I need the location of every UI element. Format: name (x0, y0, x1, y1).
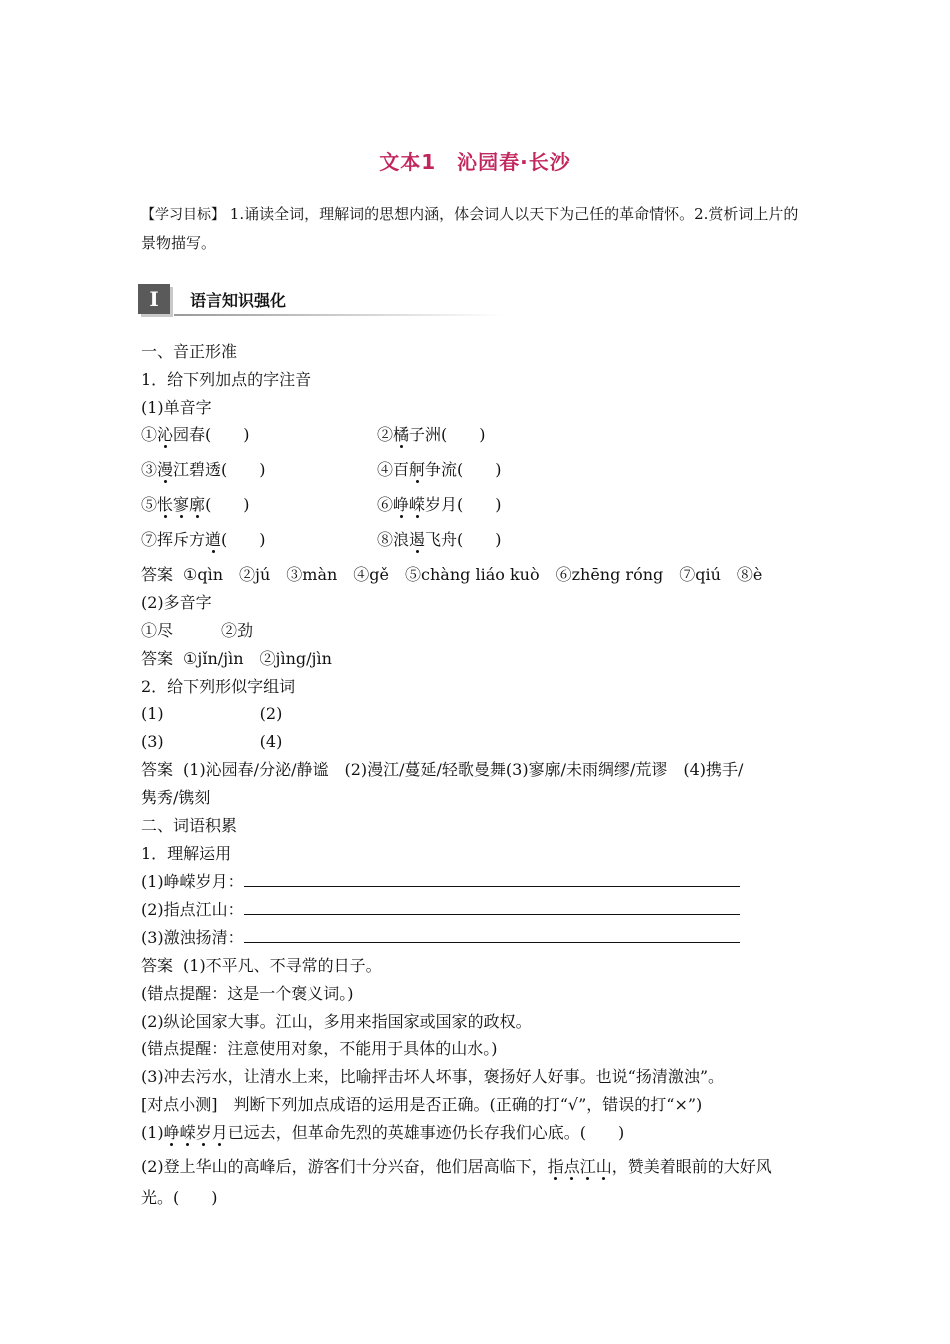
section-title: 语言知识强化 (190, 291, 287, 310)
answer-1: 答案 ①qìn ②jú ③màn ④gě ⑤chàng liáo kuò ⑥zhēng róng ⑦qiú ⑧è (141, 565, 763, 584)
item-8: ⑧浪遏飞舟( ) (377, 530, 502, 549)
answer-6: (3)冲去污水，让清水上来，比喻抨击坏人坏事，褒扬好人好事。也说“扬清激浊”。 (141, 1067, 725, 1086)
question-3: 1．理解运用 (141, 844, 232, 863)
item-4: ④百舸争流( ) (377, 460, 502, 479)
answer-5: (2)纵论国家大事。江山，多用来指国家或国家的政权。 (141, 1012, 532, 1031)
practice-test: [对点小测] 判断下列加点成语的运用是否正确。(正确的打“√”，错误的打“×”) (141, 1095, 703, 1114)
polyphone-items: ①尽 ②劲 (141, 621, 254, 640)
item-6: ⑥峥嵘岁月( ) (377, 495, 502, 514)
question-2-row2: (3) (4) (141, 732, 283, 751)
learning-goal (141, 200, 813, 257)
item-3: ③漫江碧透( ) (141, 460, 266, 479)
tip-2: (错点提醒：注意使用对象，不能用于具体的山水。) (141, 1039, 498, 1058)
question-1-1: (1)单音字 (141, 398, 212, 417)
section-rule (174, 314, 504, 316)
heading-vocabulary: 二、词语积累 (141, 816, 238, 835)
goal-text: 1.诵读全词，理解词的思想内涵，体会词人以天下为己任的革命情怀。2.赏析词上片的景物描写。 (141, 205, 799, 252)
answer-2: 答案 ①jǐn/jìn ②jìng/jìn (141, 649, 332, 668)
blank-3[interactable] (244, 928, 740, 943)
heading-pronunciation: 一、音正形准 (141, 342, 238, 361)
page-title: 文本1 沁园春·长沙 (379, 150, 571, 174)
section-header (138, 284, 498, 314)
blank-1[interactable] (244, 872, 740, 887)
item-5: ⑤怅寥廓( ) (141, 495, 250, 514)
answer-3-cont: 隽秀/镌刻 (141, 788, 211, 807)
question-1: 1．给下列加点的字注音 (141, 370, 312, 389)
tip-1: (错点提醒：这是一个褒义词。) (141, 984, 354, 1003)
test-item-1: (1)峥嵘岁月已远去，但革命先烈的英雄事迹仍长存我们心底。( ) (141, 1123, 625, 1142)
question-2-row1: (1) (2) (141, 704, 283, 723)
item-7: ⑦挥斥方遒( ) (141, 530, 266, 549)
fill-line-1: (1)峥嵘岁月： (141, 872, 740, 892)
test-item-2-cont: 光。( ) (141, 1188, 218, 1207)
answer-3: 答案 (1)沁园春/分泌/静谧 (2)漫江/蔓延/轻歌曼舞(3)寥廓/未雨绸缪/荒谬 (4)携手/ (141, 760, 744, 779)
item-2: ②橘子洲( ) (377, 425, 486, 444)
question-2: 2．给下列形似字组词 (141, 677, 296, 696)
question-1-2: (2)多音字 (141, 593, 212, 612)
fill-line-2: (2)指点江山： (141, 900, 740, 920)
answer-4: 答案 (1)不平凡、不寻常的日子。 (141, 956, 382, 975)
item-1: ①沁园春( ) (141, 425, 250, 444)
blank-2[interactable] (244, 900, 740, 915)
goal-tag: 【学习目标】 (141, 207, 225, 223)
fill-line-3: (3)激浊扬清： (141, 928, 740, 948)
test-item-2: (2)登上华山的高峰后，游客们十分兴奋，他们居高临下，指点江山，赞美着眼前的大好风 (141, 1157, 772, 1176)
section-number: I (138, 284, 170, 314)
